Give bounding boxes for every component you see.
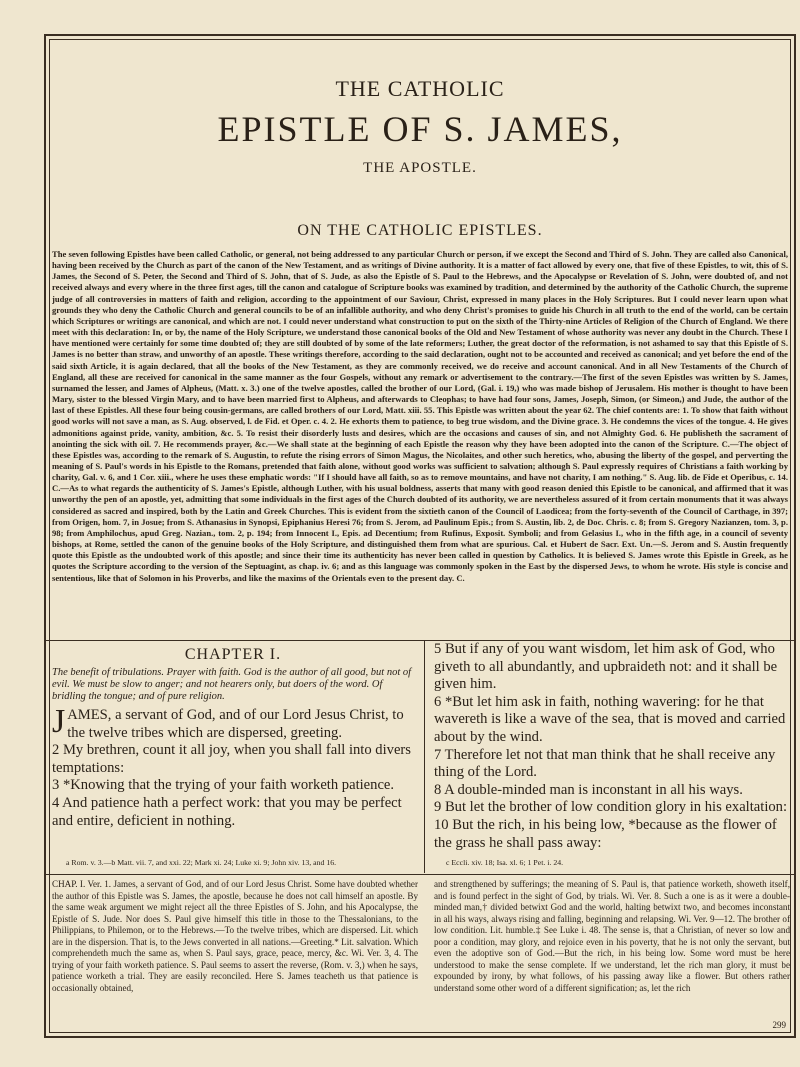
verse-1 [52,703,414,742]
page-number: 299 [772,1020,786,1030]
verse-7: 7 Therefore let not that man think that he shall receive any thing of the Lord. [434,746,776,781]
verse-3: 3 *Knowing that the trying of your faith worketh patience. [52,777,395,794]
title-main: EPISTLE OF S. JAMES, [217,109,623,149]
intro-text: The seven following Epistles have been called Catholic, or general, not being addressed to any particular Church or person, if we except the Second and Third of S. John. They are called also Canonical, having been received by the Church as part of the canon of the New Testament, and as writings of Divine authority. It is a matter of fact allowed by every one, that five of these Epistles, to wit, this of S. James, the Second of S. Peter, the Second and Third of S. John, that of S. Jude, as also the Epistle of S. Paul to the Hebrews, and the Apocalypse or Revelation of S. John, were doubted of, and not received always and every where in the three first ages, till the canon and catalogue of Scripture books was examined by tradition, and determined by the authority of the Catholic Church, the supreme judge of all controversies in matters of faith and religion, according to the appointment of our Saviour, Christ, expressed in many places in the Holy Scriptures. But I could never learn upon what grounds they who deny the Catholic Church and general councils to be of an infallible authority, and who deny Christ's promises to guide his Church in all truth to the end of the world, can be certain which Scriptures or writings are canonical, and which are not. I could never understand what construction to put on the sixth of the Thirty-nine Articles of Religion of the Church of England. We there meet with this declaration: In, or by, the name of the Holy Scripture, we understand those canonical books of the Old and New Testament of whose authority was never any doubt in the Church. These I have mentioned were certainly for some time doubted of; they are still doubted of by some of the late reformers; Luther, the great doctor of the reformation, is not ashamed to say that this Epistle of S. James is no better than straw, and unworthy of an apostle. These writings therefore, according to the said declaration, ought not to be accounted and received as canonical; and yet before the end of the said sixth Article, it is again declared, that all the books of the New Testament, as they are commonly received, we do receive and account canonical. And in all New Testaments of the Church of England, all these are received for canonical in the same manner as the four Gospels, without any remark or advertisement to the contrary.—The first of the seven Epistles was written by S. James, surnamed the lesser, and James of Alpheus, (Matt. x. 3.) one of the twelve apostles, called the brother of our Lord, (Gal. i. 19,) who was made bishop of Jerusalem. His mother is thought to have been Mary, sister to the blessed Virgin Mary, and to have been married first to Alpheus, and afterwards to Cleophas; to have had four sons, James, Joseph, Simon, (or Simeon,) and Jude, the author of the last of these Epistles. All these four being cousin-germans, are called brothers of our Lord, Matt. xiii. 55. This Epistle was written about the year 62. The chief contents are: 1. To show that faith without good works will not save a man, as S. Aug. observed, l. de Fid. et Oper. c. 4. 2. He exhorts them to patience, to beg true wisdom, and the Divine grace. 3. He condemns the vices of the tongue. 4. He gives admonitions against pride, vanity, ambition, &c. 5. To resist their disorderly lusts and desires, which are the occasions and causes of sin, and not Almighty God. 6. He publisheth the sacrament of anointing the sick with oil. 7. He recommends prayer, &c.—We shall state at the beginning of each Epistle the reason why they have been adopted into the canon of the Scripture. C.—The object of these Epistles was, according to the remark of S. Augustin, to refute the rising errors of Simon Magus, the Nicolaites, and other such heretics, who, abusing the liberty of the gospel, and perverting the meaning of S. Paul's words in his Epistle to the Romans, pretended that faith alone, without good works was sufficient to salvation; although S. Paul expressly requires of Christians a faith working by charity, Gal. v. 6, and 1 Cor. xiii., where he uses these emphatic words: "If I should have all faith, so as to remove mountains, and have not charity, I am nothing." S. Aug. lib. de Fide et Operibus, c. 14. C.—As to what regards the authenticity of S. James's Epistle, although Luther, with his usual boldness, asserts that many with good reason denied this Epistle to be canonical, and affirmed that it was unworthy the pen of an apostle, yet, admitting that some individuals in the first ages of the Church doubted of its authority, we are nevertheless assured of it from certain monuments that it was always considered as sacred and inspired, both by the Latin and Greek Churches. This is evident from the sixtieth canon of the Council of Laodicea; from the forty-seventh of the Council of Carthage, in 397; from Origen, hom. 7, in Josue; from S. Athanasius in Synopsi, Epiphanius Heresi 76; from S. Jerom, ad Paulinum Epis.; from S. Austin, lib. 2, de Doc. Chris. c. 8; from S. Gregory Nazianzen, tom. 3, p. 98; from Amphilochus, apud Greg. Nazian., tom. 2, p. 194; from Innocent I., Epis. ad Decentium; from Rufinus, Exposit. Symboli; and from Gelasius I., who in the fifth age, in a council of seventy bishops, at Rome, settled the canon of the genuine books of the Holy Scripture, and distinguished them from what are spurious. Cal. et Hubert de Sacr. Ext. Un.—S. Jerom and S. Austin frequently quote this Epistle as the undoubted work of this apostle; and since their time its authenticity has never been called in question by Catholics. It is believed S. James wrote this Epistle in Greek, as he quotes the Scripture according to the version of the Septuagint, as chap. iv. 6; and as this language was commonly spoken in the East by the dispersed Jews, to whom he wrote. His style is concise and sententious, like that of Solomon in his Proverbs, and like the maxims of the Orientals even to the present day. C. [52,249,788,583]
verse-10: 10 But the rich, in his being low, *because as the flower of the grass he shall pass away: [434,816,777,851]
verse-5: 5 But if any of you want wisdom, let him ask of God, who giveth to all abundantly, and upbraideth not: and it shall be given him. [434,641,778,693]
title-subtitle: THE APOSTLE. [363,160,477,176]
verse-8: 8 A double-minded man is inconstant in all his ways. [434,781,743,798]
chapter-right-column [434,641,790,856]
verse-1-text: AMES, a servant of God, and of our Lord Jesus Christ, to the twelve tribes which are dispersed, greeting. [67,707,404,741]
chapter-left-column [52,646,414,846]
verse-2: 2 My brethren, count it all joy, when you shall fall into divers temptations: [52,742,411,776]
verse-6: 6 *But let him ask in faith, nothing wavering: for he that wavereth is like a wave of the sea, that is moved and carried about by the wind. [434,693,786,745]
column-divider [424,641,425,873]
commentary-right: and strengthened by sufferings; the meaning of S. Paul is, that patience worketh, showeth itself, and is found perfect in the sight of God, by trials. Wi. Ver. 8. Such a one is as it were a double-minded man,† divided betwixt God and the world, halting betwixt two, and becomes inconstant in all his ways, always rising and falling, beginning and relapsing. Wi. Ver. 9—12. The brother of low condition. Lit. humble.‡ See Luke i. 48. The sense is, that a Christian, of never so low and poor a condition, may glory, and rejoice even in his poverty, that he is not only the servant, but even the adoptive son of God.—But the rich, in his being low. Some word must be here understood to make the sense complete. If we understand, let the rich man glory, it must be expounded by irony, by what follows, of his passing away like a flower. But others rather understand some other word of a different signification; as, let the rich [434,879,790,993]
chapter-summary: The benefit of tribulations. Prayer with faith. God is the author of all good, but not of evil. We must be slow to anger; and not hearers only, but doers of the word. Of bridling the tongue; and of pure religion. [52,667,412,702]
commentary-divider [46,874,794,875]
verse-4: 4 And patience hath a perfect work: that you may be perfect and entire, deficient in nothing. [52,794,402,829]
drop-cap: J [52,703,66,740]
chapter-title: CHAPTER I. [184,646,282,663]
footnote-left: a Rom. v. 3.—b Matt. vii. 7, and xxi. 22; Mark xi. 24; Luke xi. 9; John xiv. 13, and 16. [66,858,337,867]
page-frame [44,34,796,1038]
commentary-left: CHAP. I. Ver. 1. James, a servant of God, and of our Lord Jesus Christ. Some have doubted whether the author of this Epistle was S. James, the apostle, because he does not call himself an apostle. By the same weak argument we might reject all the three Epistles of S. John, and his Apocalypse, the Epistle of S. Jude. Nor does S. Paul give himself this title in those to the Thessalonians, to the Philippians, to Philemon, or to the Hebrews.—To the twelve tribes, which are dispersed. Lit. which are in the dispersion. That is, to the Jews converted in all nations.—Greeting.* Lit. salvation. Which comprehendeth much the same as, when S. Paul says, grace, peace, mercy, &c. Wi. Ver. 3, 4. The trying of your faith worketh patience. S. Paul seems to assert the reverse, (Rom. v. 3,) when he says, patience worketh a trial. They are easily reconciled. Here S. James teacheth us that patience is occasionally obtained, [52,879,418,993]
footnote-right: c Eccli. xiv. 18; Isa. xl. 6; 1 Pet. i. 24. [446,858,564,867]
title-line-1: THE CATHOLIC [335,76,505,101]
verse-9: 9 But let the brother of low condition glory in his exaltation: [434,799,788,816]
intro-heading: ON THE CATHOLIC EPISTLES. [297,222,543,239]
